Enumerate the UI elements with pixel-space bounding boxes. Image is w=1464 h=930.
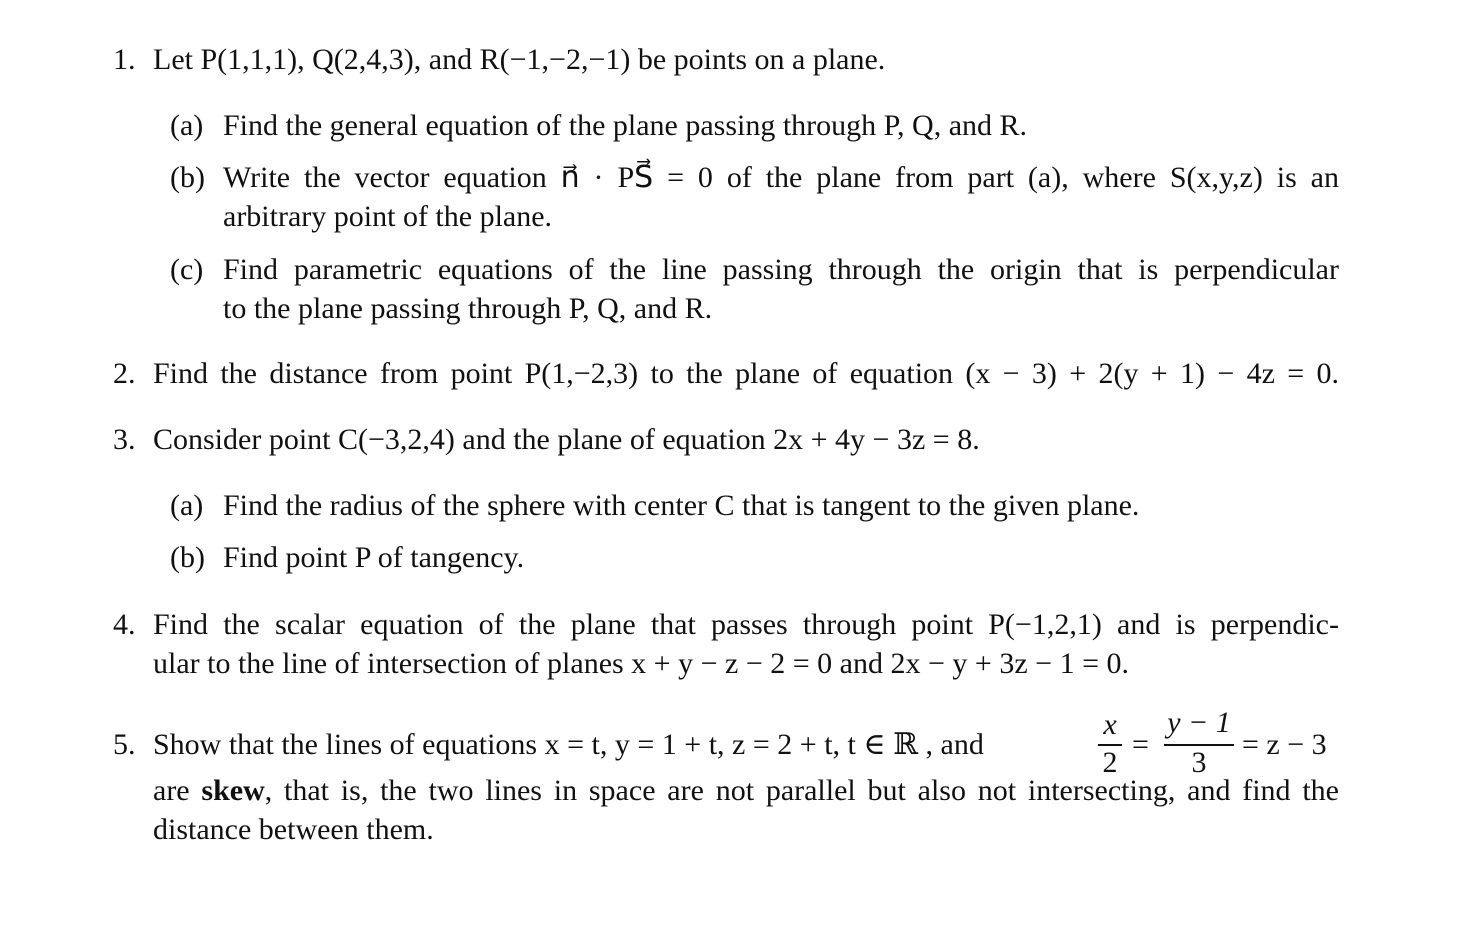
fraction-1-numerator: x: [1103, 708, 1117, 741]
equals-sign: =: [1132, 728, 1149, 761]
problem-5-equation-tail: = z − 3: [1242, 728, 1327, 761]
problem-5-text-line2: are skew, that is, the two lines in space are not parallel but also not intersecting, and find the: [153, 774, 1339, 807]
problem-2-text: Find the distance from point P(1,−2,3) to the plane of equation (x − 3) + 2(y + 1) − 4z = 0.: [153, 357, 1339, 390]
problem-3-number: 3.: [113, 423, 136, 456]
problem-4-number: 4.: [113, 608, 136, 641]
problem-4-text-line2: ular to the line of intersection of planes x + y − z − 2 = 0 and 2x − y + 3z − 1 = 0.: [153, 647, 1129, 680]
problem-1c-text-line1: Find parametric equations of the line passing through the origin that is perpendicular: [223, 253, 1339, 286]
problem-4-text-line1: Find the scalar equation of the plane that passes through point P(−1,2,1) and is perpendic-: [153, 608, 1339, 641]
problem-1-text: Let P(1,1,1), Q(2,4,3), and R(−1,−2,−1) be points on a plane.: [153, 43, 886, 76]
fraction-1-denominator: 2: [1102, 746, 1118, 779]
fraction-y-minus-1-over-3: [1164, 706, 1234, 782]
problem-1a-label: (a): [170, 109, 204, 142]
problem-1c-label: (c): [170, 253, 204, 286]
fraction-2-denominator: 3: [1191, 746, 1207, 779]
problem-1b-text-line2: arbitrary point of the plane.: [223, 200, 553, 233]
problem-3b-text: Find point P of tangency.: [223, 541, 525, 574]
problem-1c-text-line2: to the plane passing through P, Q, and R.: [223, 292, 713, 325]
problem-5-text-line3: distance between them.: [153, 813, 434, 846]
problem-1b-text-line1: Write the vector equation n⃗ · PS⃗ = 0 of the plane from part (a), where S(x,y,z) is an: [223, 161, 1339, 194]
problem-3a-text: Find the radius of the sphere with center C that is tangent to the given plane.: [223, 489, 1140, 522]
problem-5-number: 5.: [113, 728, 136, 761]
problem-1b-label: (b): [170, 161, 205, 194]
fraction-2-numerator: y − 1: [1167, 706, 1231, 739]
problem-1a-text: Find the general equation of the plane passing through P, Q, and R.: [223, 109, 1028, 142]
problem-3-text: Consider point C(−3,2,4) and the plane of equation 2x + 4y − 3z = 8.: [153, 423, 980, 456]
problem-2-number: 2.: [113, 357, 136, 390]
problem-3b-label: (b): [170, 541, 205, 574]
problem-3a-label: (a): [170, 489, 204, 522]
problem-5-text-line1: Show that the lines of equations x = t, y = 1 + t, z = 2 + t, t ∈ ℝ , and: [153, 728, 984, 761]
bold-term-skew: skew: [201, 774, 265, 807]
problem-1-number: 1.: [113, 43, 136, 76]
